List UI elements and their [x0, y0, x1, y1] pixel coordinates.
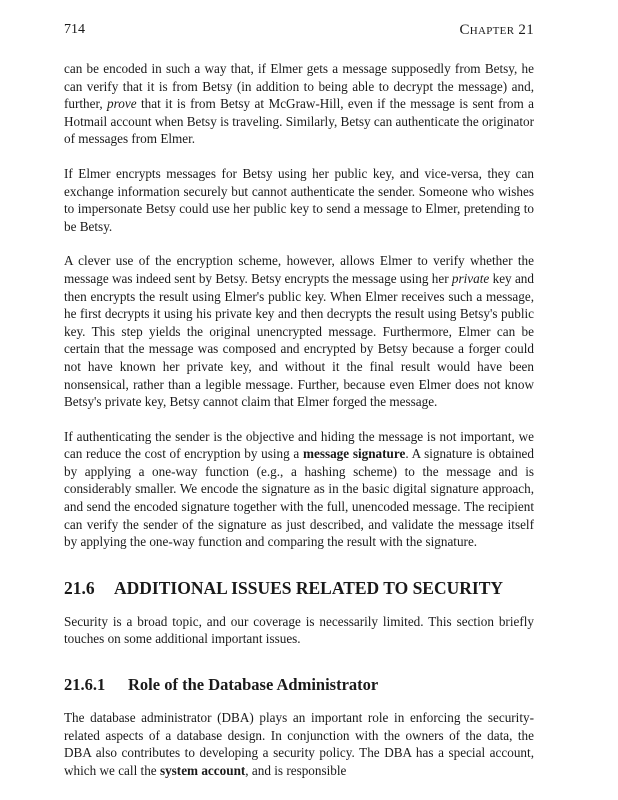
paragraph-text: The database administrator (DBA) plays an important role in enforcing the security-related aspects of a database design. In conjunction with the owners of the data, the DBA also contributes to developing a security policy. The DBA has a special account, which we call the [64, 710, 534, 778]
paragraph-1 [64, 60, 534, 148]
page-body [64, 60, 534, 796]
page-number: 714 [64, 22, 85, 37]
emphasis-prove: prove [107, 96, 137, 112]
paragraph-text: can be encoded in such a way that, if Elmer gets a message supposedly from Betsy, he can verify that it is from Betsy (in addition to being able to decrypt the message) and, further, [64, 61, 534, 112]
emphasis-private: private [451, 270, 490, 286]
subsection-title: Role of the Database Administrator [128, 675, 379, 695]
section-title: ADDITIONAL ISSUES RELATED TO SECURITY [114, 577, 504, 598]
paragraph-2: If Elmer encrypts messages for Betsy using her public key, and vice-versa, they can exchange information securely but cannot authenticate the sender. Someone who wishes to impersonate Betsy could use her public key to send a message to Elmer, pretending to be Betsy. [64, 165, 534, 234]
paragraph-text: that it is from Betsy at McGraw-Hill, even if the message is sent from a Hotmail account when Betsy is traveling. Similarly, Betsy can authenticate the originator of messages from Elmer. [64, 96, 534, 147]
subsection-heading [64, 674, 534, 695]
section-number: 21.6 [64, 577, 95, 598]
paragraph-text: , and is responsible [245, 762, 347, 778]
subsection-number: 21.6.1 [64, 675, 106, 695]
paragraph-6 [64, 709, 534, 779]
term-message-signature: message signature [302, 446, 406, 462]
paragraph-text: A clever use of the encryption scheme, however, allows Elmer to verify whether the message was indeed sent by Betsy. Betsy encrypts the message using her [64, 253, 534, 286]
running-header [64, 22, 534, 39]
paragraph-4 [64, 428, 534, 551]
chapter-label: Chapter 21 [459, 22, 534, 38]
paragraph-text: . A signature is obtained by applying a one-way function (e.g., a hashing scheme) to the message and is considerably smaller. We encode the signature as in the basic digital signature approach, and send the encoded signature together with the full, unencoded message. The recipient can verify the sender of the signature as just described, and validate the message itself by applying the one-way function and comparing the result with the signature. [64, 446, 534, 550]
paragraph-text: key and then encrypts the result using Elmer's public key. When Elmer receives such a message, he first decrypts it using his private key and then decrypts the result using Betsy's public key. This step yields the original unencrypted message. Furthermore, Elmer can be certain that the message was composed and encrypted by Betsy because a forger could not have known her private key, and without it the final result would have been nonsensical, rather than a legible message. Further, because even Elmer does not know Betsy's private key, Betsy cannot claim that Elmer forged the message. [64, 270, 534, 410]
section-heading [64, 577, 534, 599]
term-system-account: system account [159, 762, 246, 778]
paragraph-3 [64, 252, 534, 410]
paragraph-5: Security is a broad topic, and our coverage is necessarily limited. This section briefly touches on some additional important issues. [64, 613, 534, 647]
paragraph-text: If authenticating the sender is the objective and hiding the message is not important, we can reduce the cost of encryption by using a [64, 428, 534, 462]
